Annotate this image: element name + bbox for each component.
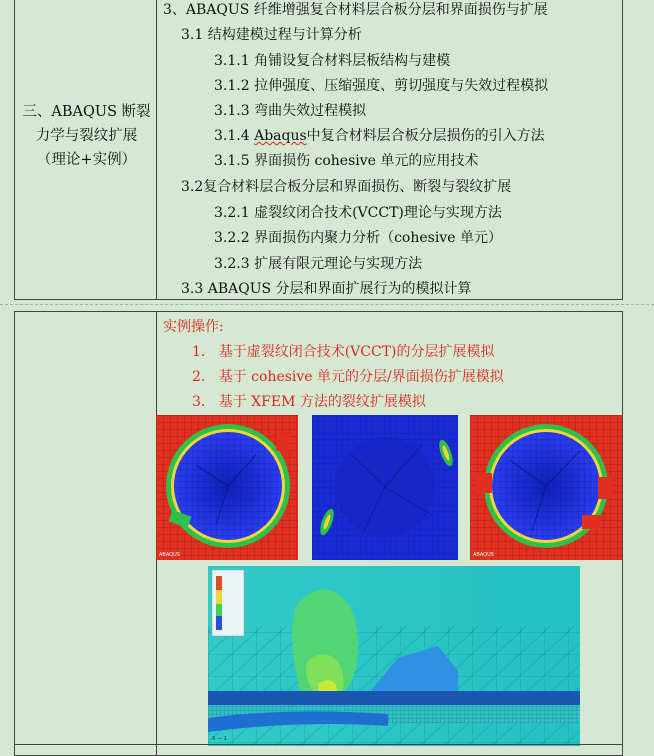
outline-item-3-2-3: 3.2.3 扩展有限元理论与实现方法 [214,256,423,272]
examples-left-cell [15,312,157,755]
outline-cell [157,0,622,299]
section-label-cell [15,0,157,299]
examples-heading: 实例操作: [163,319,224,335]
fe-contour-plot-icon [208,566,580,746]
table-bottom-border [14,744,623,745]
example-item-2 [192,367,504,387]
outline-item-3-1-5: 3.1.5 界面损伤 cohesive 单元的应用技术 [214,153,479,169]
section-label-line-1: 三、ABAQUS 断裂 [22,104,151,120]
example-number: 1. [192,344,206,360]
fe-mesh-red-blue-disk-damaged-icon [470,415,622,560]
outline-item-3-2: 3.2复合材料层合板分层和界面损伤、断裂与裂纹扩展 [181,179,512,195]
outline-item-3-1-4-number: 3.1.4 [214,128,255,144]
example-number: 2. [192,369,206,385]
crack-propagation-contour [208,566,580,746]
outline-item-3-1-1: 3.1.1 角铺设复合材料层板结构与建模 [214,53,451,69]
example-item-3 [192,392,426,412]
section-label [21,100,152,172]
page-break-line [0,304,654,305]
outline-item-3-1: 3.1 结构建模过程与计算分析 [181,27,362,43]
example-text: 基于 cohesive 单元的分层/界面损伤扩展模拟 [218,369,504,385]
outline-item-3-1-4 [214,126,545,146]
contour-axis-caption: X — 1 [212,736,227,742]
syllabus-table [14,0,623,300]
outline-item-3: 3、ABAQUS 纤维增强复合材料层合板分层和界面损伤与扩展 [163,2,548,18]
fe-mesh-blue-cracks-icon [312,415,458,560]
outline-item-3-2-2: 3.2.2 界面损伤内聚力分析（cohesive 单元） [214,230,502,246]
outline-item-3-3: 3.3 ABAQUS 分层和界面扩展行为的模拟计算 [181,281,472,297]
outline-item-3-1-4-text: 中复合材料层合板分层损伤的引入方法 [306,128,545,144]
sim-caption: ABAQUS [473,552,494,558]
example-number: 3. [192,394,206,410]
outline-item-3-1-3: 3.1.3 弯曲失效过程模拟 [214,103,367,119]
outline-item-3-1-2: 3.1.2 拉伸强度、压缩强度、剪切强度与失效过程模拟 [214,78,549,94]
section-label-line-3: （理论+实例） [36,152,137,168]
example-text: 基于 XFEM 方法的裂纹扩展模拟 [218,394,426,410]
example-item-1 [192,342,495,362]
fe-mesh-red-blue-disk-icon [156,415,298,560]
delamination-sim-2 [312,415,458,560]
delamination-sim-3 [470,415,622,560]
example-text: 基于虚裂纹闭合技术(VCCT)的分层扩展模拟 [218,344,495,360]
sim-caption: ABAQUS [159,552,180,558]
outline-item-3-2-1: 3.2.1 虚裂纹闭合技术(VCCT)理论与实现方法 [214,205,502,221]
section-label-line-2: 力学与裂纹扩展 [35,128,138,144]
spellcheck-word: Abaqus [254,128,307,144]
delamination-sim-1 [156,415,298,560]
